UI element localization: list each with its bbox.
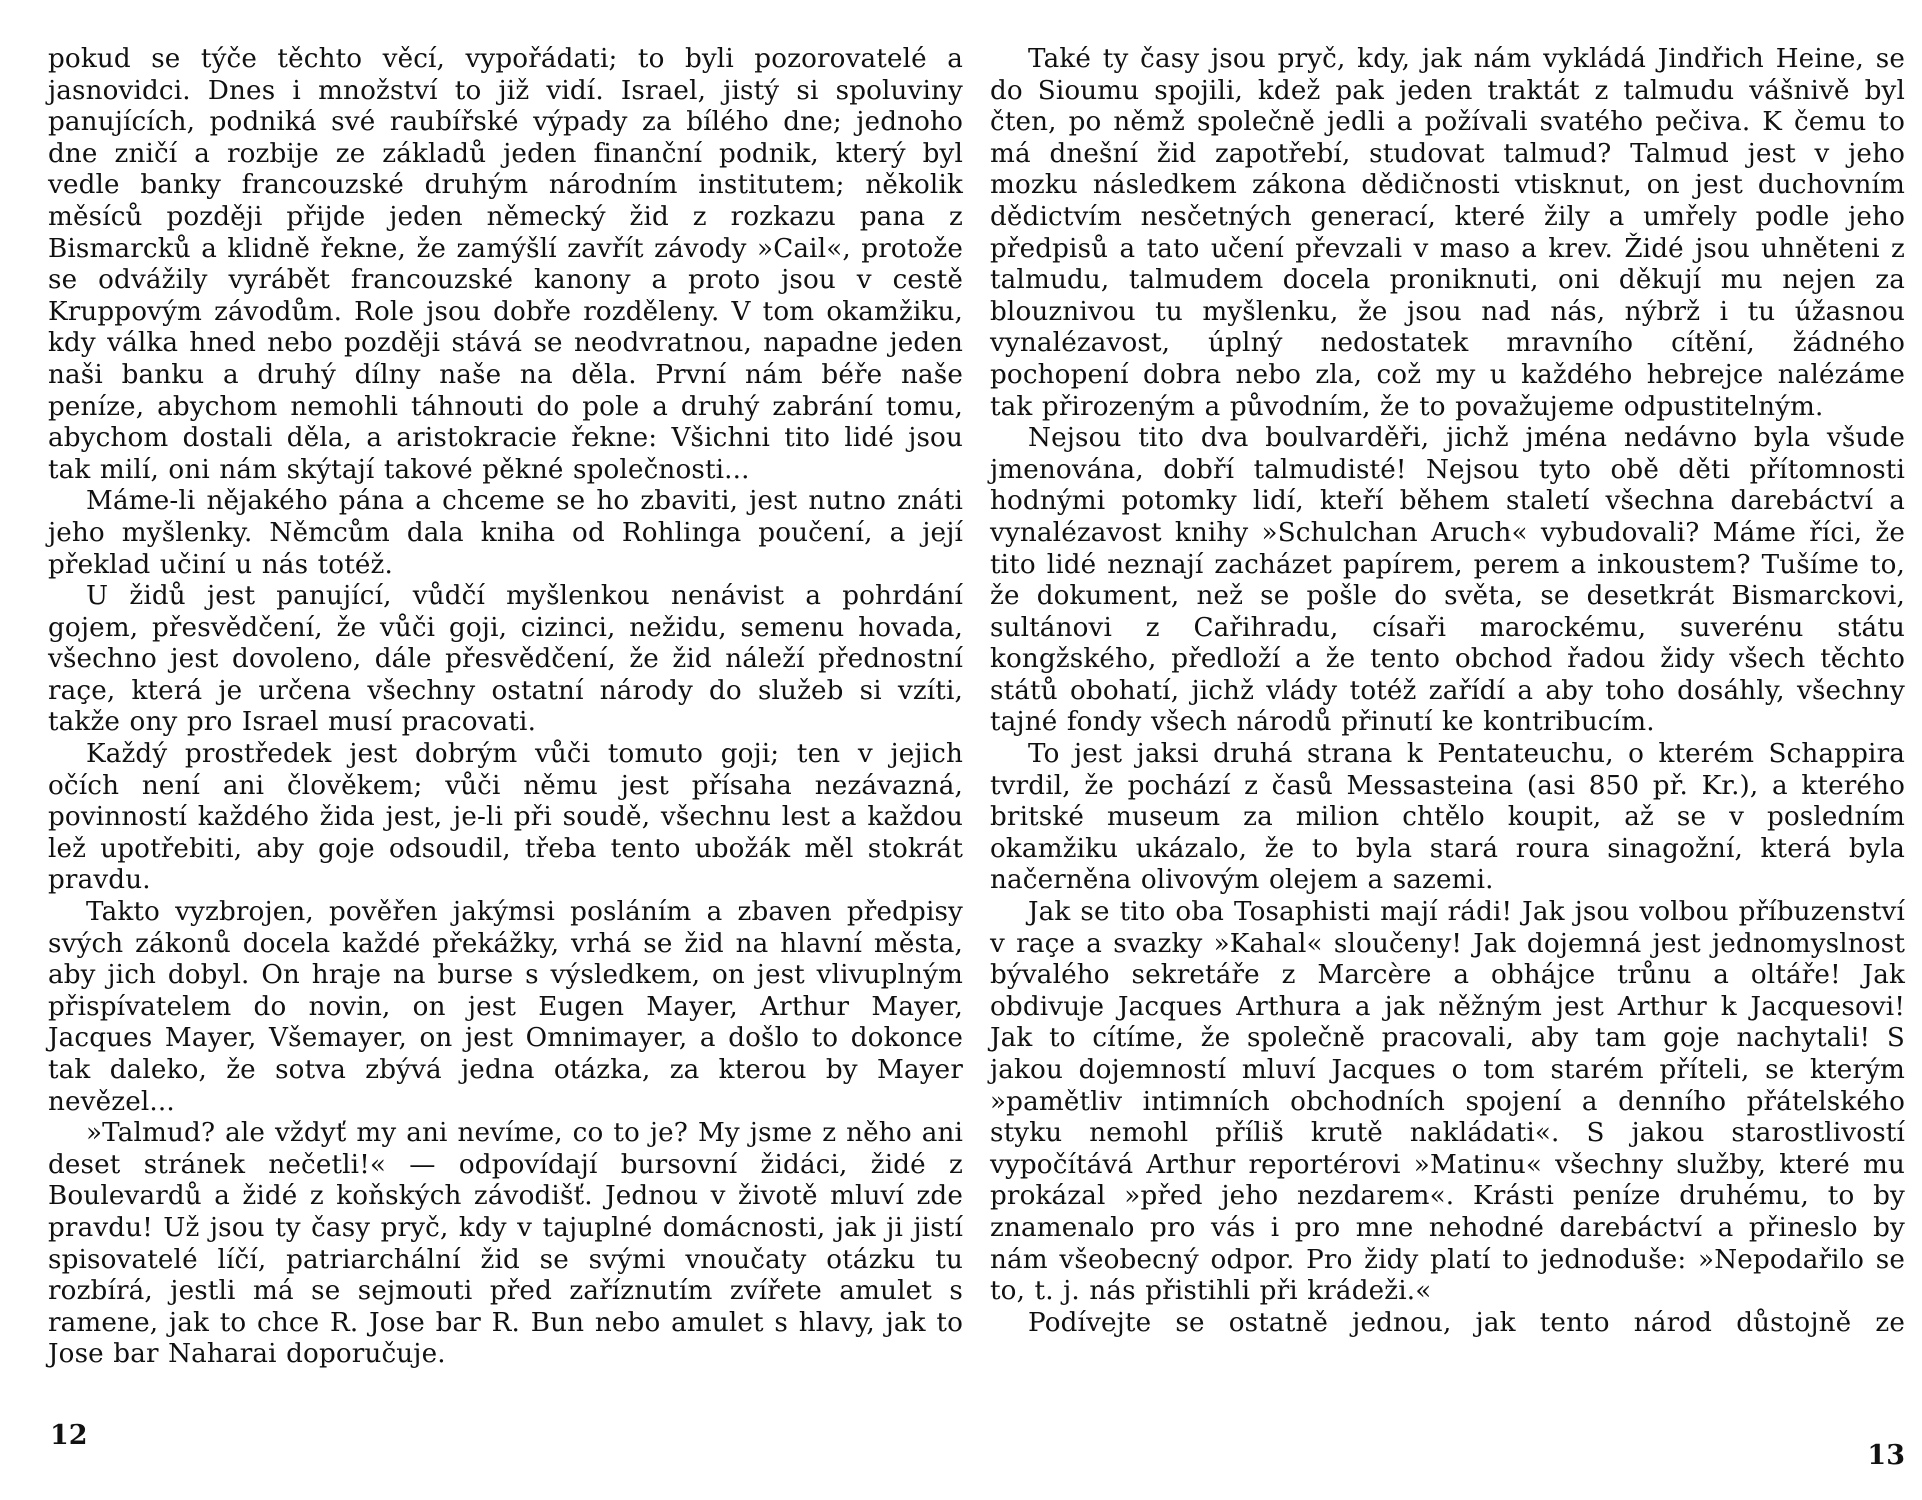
paragraph: Takto vyzbrojen, pověřen jakýmsi posláním a zbaven předpisy svých zákonů docela každé překážky, vrhá se žid na hlavní města, aby jich dobyl. On hraje na burse s výsledkem, on jest vlivuplným přispívatelem do novin, on jest Eugen Mayer, Arthur Mayer, Jacques Mayer, Všemayer, on jest Omnimayer, a došlo to dokonce tak daleko, že sotva zbývá jedna otázka, za kterou by Mayer nevězel... xyxy=(48,897,963,1117)
right-page-text xyxy=(990,44,1905,1339)
page-number: 12 xyxy=(50,1420,88,1451)
left-page xyxy=(48,44,963,1474)
paragraph: pokud se týče těchto věcí, vypořádati; to byli pozorovatelé a jasnovidci. Dnes i množství to již vidí. Israel, jistý si spoluviny panujících, podniká své raubířské výpady za bílého dne; jednoho dne zničí a rozbije ze základů jeden finanční podnik, který byl vedle banky francouzské druhým národním institutem; několik měsíců později přijde jeden německý žid z rozkazu pana z Bismarcků a klidně řekne, že zamýšlí zavřít závody »Cail«, protože se odvážily vyrábět francouzské kanony a proto jsou v cestě Kruppovým závodům. Role jsou dobře rozděleny. V tom okamžiku, kdy válka hned nebo později stává se neodvratnou, napadne jeden naši banku a druhý dílny naše na děla. První nám béře naše peníze, abychom nemohli táhnouti do pole a druhý zabrání tomu, abychom dostali děla, a aristokracie řekne: Všichni tito lidé jsou tak milí, oni nám skýtají takové pěkné společnosti... xyxy=(48,44,963,485)
paragraph: »Talmud? ale vždyť my ani nevíme, co to je? My jsme z něho ani deset stránek nečetli!« — odpovídají bursovní židáci, židé z Boulevardů a židé z koňských závodišť. Jednou v životě mluví zde pravdu! Už jsou ty časy pryč, kdy v tajuplné domácnosti, jak ji jistí spisovatelé líčí, patriarchální žid se svými vnoučaty otázku tu rozbírá, jestli má se sejmouti před zaříznutím zvířete amulet s ramene, jak to chce R. Jose bar R. Bun nebo amulet s hlavy, jak to Jose bar Naharai doporučuje. xyxy=(48,1118,963,1370)
paragraph: Jak se tito oba Tosaphisti mají rádi! Jak jsou volbou příbuzenství v raçe a svazky »Kahal« sloučeny! Jak dojemná jest jednomyslnost bývalého sekretáře z Marcère a obhájce trůnu a oltáře! Jak obdivuje Jacques Arthura a jak něžným jest Arthur k Jacquesovi! Jak to cítíme, že společně pracovali, aby tam goje nachytali! S jakou dojemností mluví Jacques o tom starém příteli, se kterým »pamětliv intimních obchodních spojení a denního přátelského styku nemohl příliš krutě nakládati«. S jakou starostlivostí vypočítává Arthur reportérovi »Matinu« všechny služby, které mu prokázal »před jeho nezdarem«. Krásti peníze druhému, to by znamenalo pro vás i pro mne nehodné darebáctví a přineslo by nám všeobecný odpor. Pro židy platí to jednoduše: »Nepodařilo se to, t. j. nás přistihli při krádeži.« xyxy=(990,897,1905,1307)
paragraph: Také ty časy jsou pryč, kdy, jak nám vykládá Jindřich Heine, se do Sioumu spojili, kdež pak jeden traktát z talmudu vášnivě byl čten, po němž společně jedli a požívali svatého pečiva. K čemu to má dnešní žid zapotřebí, studovat talmud? Talmud jest v jeho mozku následkem zákona dědičnosti vtisknut, on jest duchovním dědictvím nesčetných generací, které žily a umřely podle jeho předpisů a tato učení převzali v maso a krev. Židé jsou uhněteni z talmudu, talmudem docela proniknuti, oni děkují mu nejen za blouznivou tu myšlenku, že jsou nad nás, nýbrž i tu úžasnou vynalézavost, úplný nedostatek mravního cítění, žádného pochopení dobra nebo zla, což my u každého hebrejce nalézáme tak přirozeným a původním, že to považujeme odpustitelným. xyxy=(990,44,1905,422)
left-page-text xyxy=(48,44,963,1371)
paragraph: U židů jest panující, vůdčí myšlenkou nenávist a pohrdání gojem, přesvědčení, že vůči goji, cizinci, nežidu, semenu hovada, všechno jest dovoleno, dále přesvědčení, že žid náleží přednostní raçe, která je určena všechny ostatní národy do služeb si vzíti, takže ony pro Israel musí pracovati. xyxy=(48,581,963,738)
right-page xyxy=(990,44,1905,1474)
page-number: 13 xyxy=(1867,1440,1905,1471)
paragraph: Nejsou tito dva boulvarděři, jichž jména nedávno byla všude jmenována, dobří talmudisté! Nejsou tyto obě děti přítomnosti hodnými potomky lidí, kteří během staletí všechna darebáctví a vynalézavost knihy »Schulchan Aruch« vybudovali? Máme říci, že tito lidé neznají zacházet papírem, perem a inkoustem? Tušíme to, že dokument, než se pošle do světa, se desetkrát Bismarckovi, sultánovi z Cařihradu, císaři marockému, suverénu státu kongžského, předloží a že tento obchod řadou židy všech těchto států obohatí, jichž vlády totéž zařídí a aby toho dosáhly, všechny tajné fondy všech národů přinutí ke kontribucím. xyxy=(990,423,1905,738)
paragraph: Máme-li nějakého pána a chceme se ho zbaviti, jest nutno znáti jeho myšlenky. Němcům dala kniha od Rohlinga poučení, a její překlad učiní u nás totéž. xyxy=(48,486,963,580)
paragraph: To jest jaksi druhá strana k Pentateuchu, o kterém Schappira tvrdil, že pochází z časů Messasteina (asi 850 př. Kr.), a kterého britské museum za milion chtělo koupit, až se v posledním okamžiku ukázalo, že to byla stará roura sinagožní, která byla načerněna olivovým olejem a sazemi. xyxy=(990,739,1905,896)
paragraph: Každý prostředek jest dobrým vůči tomuto goji; ten v jejich očích není ani člověkem; vůči němu jest přísaha nezávazná, povinností každého žida jest, je-li při soudě, všechnu lest a každou lež upotřebiti, aby goje odsoudil, třeba tento ubožák měl stokrát pravdu. xyxy=(48,739,963,896)
paragraph: Podívejte se ostatně jednou, jak tento národ důstojně ze xyxy=(1028,1307,1905,1338)
